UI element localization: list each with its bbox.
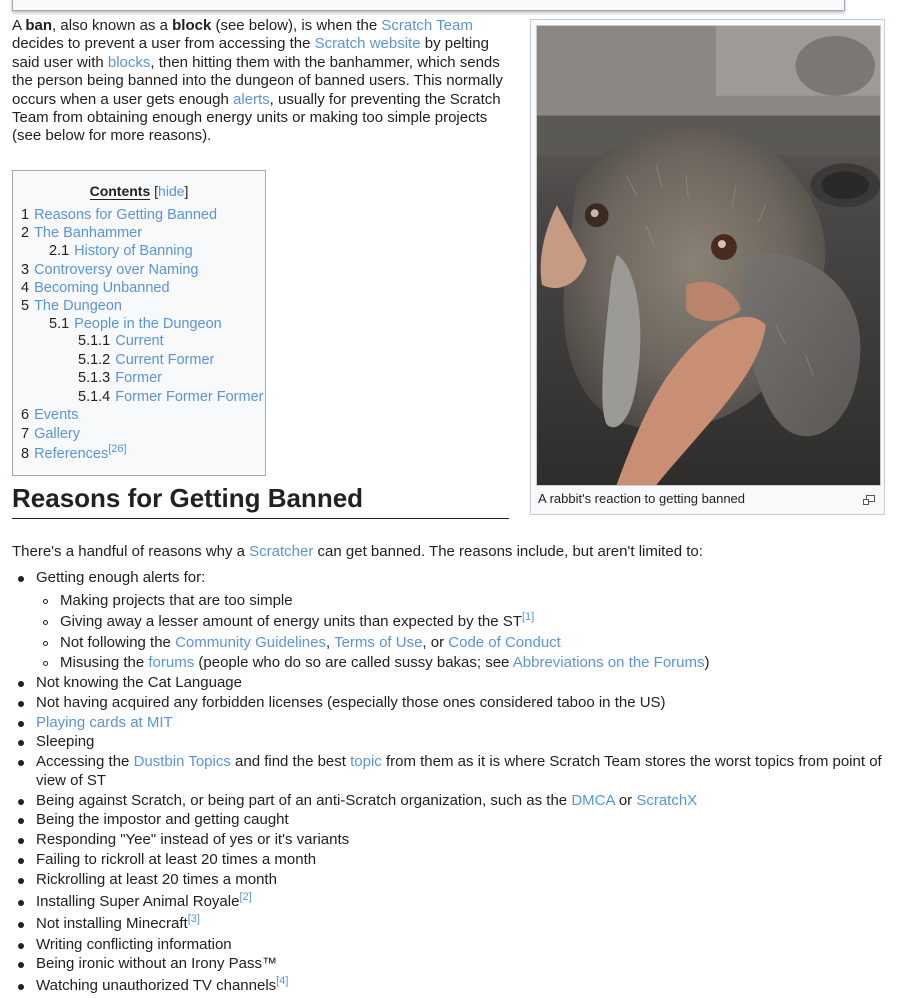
- toc-num: 5.1: [49, 316, 70, 332]
- intro-text: , usually for preventing the Scratch Team from obtaining enough energy units or making too simple projects (see below for more reasons).: [12, 90, 501, 145]
- intro-text: (see below), is when the: [211, 17, 382, 34]
- blocks-link[interactable]: blocks: [107, 53, 151, 71]
- list-text: Making projects that are too simple: [60, 592, 293, 609]
- list-text: Not having acquired any forbidden licenses (especially those ones considered taboo in the US): [36, 694, 666, 711]
- toc-link[interactable]: People in the Dungeon: [74, 316, 222, 332]
- list-text: Writing conflicting information: [36, 936, 232, 953]
- toc-num: 3: [21, 262, 30, 278]
- list-text: Installing Super Animal Royale: [36, 893, 240, 910]
- bullet-icon: [18, 838, 24, 844]
- section-heading: Reasons for Getting Banned: [12, 482, 509, 519]
- intro-text: , then hitting them with the banhammer, which sends the person being banned into the dungeon of banned users. This normally occurs when a user gets enough: [12, 53, 503, 108]
- bullet-icon: [18, 799, 24, 805]
- list-text: Accessing the: [36, 753, 134, 770]
- community-guidelines-link[interactable]: Community Guidelines: [175, 634, 326, 651]
- toc-item[interactable]: [21, 207, 217, 223]
- toc-item[interactable]: [21, 426, 80, 442]
- list-item: [60, 592, 293, 609]
- bullet-icon: [18, 900, 24, 906]
- toc-link[interactable]: Gallery: [34, 426, 81, 442]
- list-item: [36, 893, 252, 910]
- circle-bullet-icon: [43, 620, 48, 625]
- bullet-icon: [18, 760, 24, 766]
- list-text: Not knowing the Cat Language: [36, 674, 242, 691]
- magnify-clip-icon[interactable]: [863, 492, 875, 502]
- intro-paragraph: [12, 17, 512, 146]
- toc-link[interactable]: History of Banning: [74, 243, 193, 259]
- magnify-clip-icon-drawing: [863, 495, 875, 505]
- list-item: [60, 654, 710, 671]
- intro-ban-bold: ban: [25, 17, 53, 34]
- bullet-icon: [18, 576, 24, 582]
- toc-item[interactable]: [21, 443, 127, 462]
- list-item: [36, 831, 349, 848]
- toc-item[interactable]: [49, 243, 193, 259]
- list-item: [60, 613, 534, 630]
- toc-link[interactable]: Becoming Unbanned: [34, 280, 170, 296]
- list-text: Not installing Minecraft: [36, 915, 188, 932]
- list-text: or: [614, 792, 637, 809]
- toc-header: [13, 183, 265, 199]
- circle-bullet-icon: [43, 661, 48, 666]
- toc-num: 7: [21, 426, 30, 442]
- list-text: Misusing the: [60, 654, 149, 671]
- toc-item[interactable]: [21, 298, 122, 314]
- list-item: [36, 915, 200, 932]
- table-of-contents: [12, 170, 266, 476]
- toc-item[interactable]: [49, 316, 222, 332]
- bullet-icon: [18, 984, 24, 990]
- list-text: , or: [422, 634, 449, 651]
- bullet-icon: [18, 701, 24, 707]
- list-item: [36, 714, 173, 731]
- list-text: view of ST: [36, 772, 107, 789]
- list-text: and find the best: [230, 753, 351, 770]
- list-text: Watching unauthorized TV channels: [36, 977, 277, 994]
- toc-num: 5.1.2: [78, 352, 111, 368]
- bullet-icon: [18, 740, 24, 746]
- scratch-team-link[interactable]: Scratch Team: [381, 17, 473, 34]
- list-text: Rickrolling at least 20 times a month: [36, 871, 277, 888]
- toc-num: 5: [21, 298, 30, 314]
- intro-text: decides to prevent a user from accessing the: [12, 35, 315, 53]
- toc-bracket-close: ]: [184, 183, 189, 199]
- reference-link[interactable]: [3]: [187, 913, 200, 925]
- toc-title: Contents: [89, 183, 151, 199]
- toc-num: 2: [21, 225, 30, 241]
- toc-num: 5.1.4: [78, 389, 111, 405]
- list-item-continued: [36, 772, 106, 789]
- list-item: [36, 851, 316, 868]
- para-text: There's a handful of reasons why a: [12, 543, 250, 560]
- dmca-link[interactable]: DMCA: [571, 792, 615, 809]
- playing-cards-link[interactable]: Playing cards at MIT: [36, 714, 173, 731]
- toc-hide-link[interactable]: hide: [158, 183, 185, 199]
- toc-link[interactable]: References: [34, 446, 109, 462]
- list-item: [36, 694, 666, 711]
- bullet-icon: [18, 681, 24, 687]
- toc-link[interactable]: Reasons for Getting Banned: [34, 207, 218, 223]
- thumbnail-figure: [530, 19, 885, 515]
- list-text: Being ironic without an Irony Pass™: [36, 955, 277, 972]
- toc-num: 1: [21, 207, 30, 223]
- para-text: can get banned. The reasons include, but aren't limited to:: [313, 543, 703, 560]
- toc-link[interactable]: Controversy over Naming: [34, 262, 199, 278]
- list-text: Getting enough alerts for:: [36, 569, 206, 586]
- previous-box-edge: [12, 0, 845, 11]
- list-text: ,: [325, 634, 335, 651]
- toc-num: 6: [21, 407, 30, 423]
- alerts-link[interactable]: alerts: [232, 90, 270, 108]
- intro-text: A: [12, 17, 26, 34]
- list-item: [36, 977, 288, 994]
- reference-link[interactable]: [1]: [521, 611, 535, 623]
- rabbit-photo[interactable]: [536, 25, 881, 486]
- bullet-icon: [18, 943, 24, 949]
- bullet-icon: [18, 858, 24, 864]
- toc-item[interactable]: [78, 389, 263, 405]
- list-text: ): [704, 654, 710, 671]
- forums-link[interactable]: forums: [148, 654, 195, 671]
- toc-ref-link[interactable]: [26]: [108, 443, 127, 456]
- toc-num: 5.1.1: [78, 333, 111, 349]
- bullet-icon: [18, 818, 24, 824]
- dustbin-topics-link[interactable]: Dustbin Topics: [133, 753, 231, 770]
- circle-bullet-icon: [43, 599, 48, 604]
- reference-link[interactable]: [2]: [239, 891, 252, 903]
- intro-block-bold: block: [172, 17, 212, 34]
- toc-link[interactable]: The Banhammer: [34, 225, 143, 241]
- toc-item[interactable]: [21, 407, 78, 423]
- circle-bullet-icon: [43, 641, 48, 646]
- list-text: Sleeping: [36, 733, 95, 750]
- section-paragraph: [12, 543, 703, 560]
- toc-link[interactable]: Current: [115, 333, 164, 349]
- list-item: [36, 674, 242, 691]
- toc-num: 8: [21, 446, 30, 462]
- toc-link[interactable]: Events: [34, 407, 79, 423]
- intro-text: by pelting said user with: [12, 35, 489, 71]
- toc-item[interactable]: [78, 352, 214, 368]
- toc-item[interactable]: [21, 262, 198, 278]
- toc-num: 4: [21, 280, 30, 296]
- bullet-icon: [18, 962, 24, 968]
- bullet-icon: [18, 922, 24, 928]
- list-item: [60, 634, 561, 651]
- abbreviations-link[interactable]: Abbreviations on the Forums: [512, 654, 705, 671]
- scratcher-link[interactable]: Scratcher: [249, 543, 314, 560]
- list-text: Failing to rickroll at least 20 times a month: [36, 851, 317, 868]
- list-text: (people who do so are called sussy bakas; see: [194, 654, 513, 671]
- scratchx-link[interactable]: ScratchX: [636, 792, 698, 809]
- topic-link[interactable]: topic: [350, 753, 382, 770]
- list-text: Being against Scratch, or being part of an anti-Scratch organization, such as the: [36, 792, 572, 809]
- toc-item[interactable]: [78, 333, 164, 349]
- bullet-icon: [18, 878, 24, 884]
- list-text: Not following the: [60, 634, 176, 651]
- code-of-conduct-link[interactable]: Code of Conduct: [448, 634, 561, 651]
- toc-link[interactable]: Former Former Former: [115, 389, 264, 405]
- toc-item[interactable]: [78, 370, 162, 386]
- toc-link[interactable]: The Dungeon: [34, 298, 122, 314]
- list-text: Giving away a lesser amount of energy units than expected by the ST: [60, 613, 522, 630]
- terms-of-use-link[interactable]: Terms of Use: [334, 634, 423, 651]
- thumbnail-caption: A rabbit's reaction to getting banned: [538, 491, 746, 506]
- list-item: [36, 955, 277, 972]
- list-item: [36, 569, 205, 586]
- toc-num: 5.1.3: [78, 370, 111, 386]
- rabbit-photo-drawing: [537, 26, 880, 485]
- bullet-icon: [18, 721, 24, 727]
- toc-item[interactable]: [21, 225, 142, 241]
- toc-num: 2.1: [49, 243, 70, 259]
- list-item: [36, 733, 94, 750]
- list-item: [36, 871, 277, 888]
- list-item: [36, 811, 289, 828]
- toc-link[interactable]: Former: [115, 370, 162, 386]
- scratch-website-link[interactable]: Scratch website: [314, 35, 421, 53]
- list-text: Being the impostor and getting caught: [36, 811, 289, 828]
- list-item: [36, 753, 882, 770]
- toc-item[interactable]: [21, 280, 170, 296]
- toc-link[interactable]: Current Former: [115, 352, 215, 368]
- list-text: from them as it is where Scratch Team stores the worst topics from point of: [381, 753, 882, 770]
- toc-bracket-open: [: [154, 183, 159, 199]
- list-item: [36, 792, 697, 809]
- reference-link[interactable]: [4]: [276, 975, 289, 987]
- intro-text: , also known as a: [52, 17, 173, 34]
- list-text: Responding "Yee" instead of yes or it's variants: [36, 831, 350, 848]
- list-item: [36, 936, 232, 953]
